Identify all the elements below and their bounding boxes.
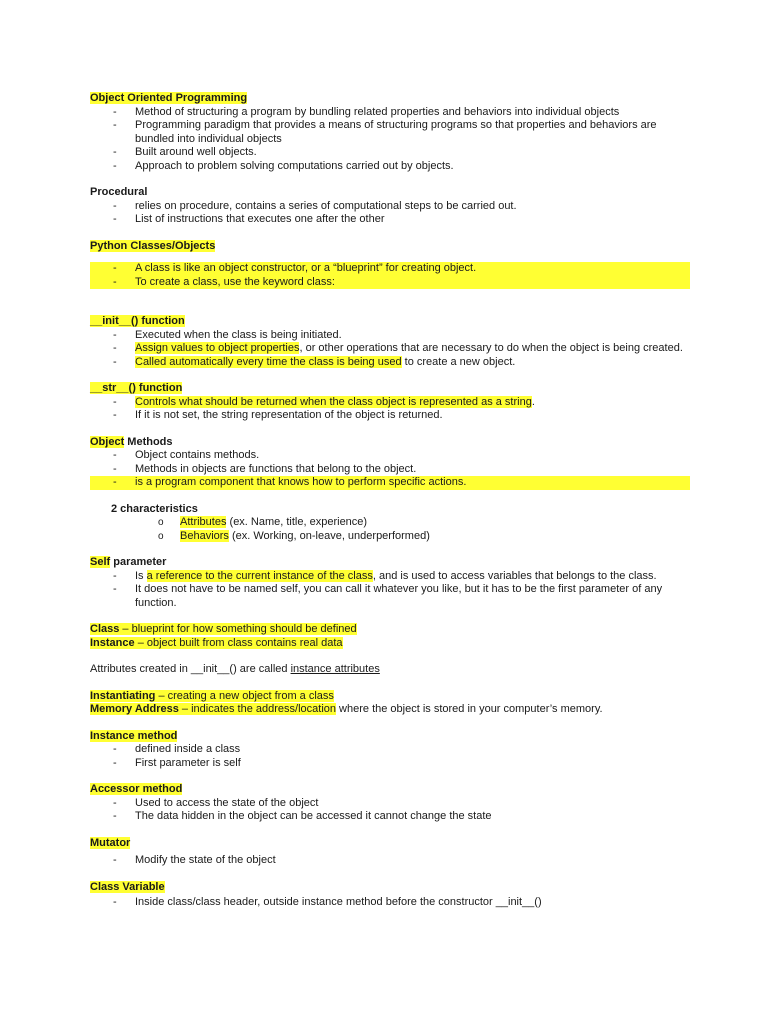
methods-list <box>90 449 690 490</box>
highlight-text: Behaviors <box>180 529 229 542</box>
heading-characteristics: 2 characteristics <box>111 502 198 515</box>
list-item: - First parameter is self <box>90 757 690 771</box>
term: Memory Address <box>90 703 179 715</box>
attributes-text: Attributes created in __init__() are called <box>90 663 291 675</box>
definition: – creating a new object from a class <box>155 689 334 702</box>
list-item <box>90 342 690 356</box>
highlight-text: Assign values to object properties <box>135 342 300 354</box>
underlined-term: instance attributes <box>290 663 380 675</box>
list-item <box>90 530 690 544</box>
class-variable-list <box>90 896 690 910</box>
list-item <box>90 356 690 370</box>
section-procedural <box>90 186 690 227</box>
list-item: - Executed when the class is being initiated. <box>90 329 690 343</box>
list-item: - Inside class/class header, outside instance method before the constructor __init__() <box>90 896 690 910</box>
section-class-instance <box>90 623 690 650</box>
heading-procedural: Procedural <box>90 186 148 198</box>
list-item <box>90 396 690 410</box>
list-item: - Object contains methods. <box>90 449 690 463</box>
definition: – object built from class contains real data <box>134 636 343 649</box>
list-item <box>90 570 690 584</box>
heading-instance-method: Instance method <box>90 729 178 742</box>
list-item: - Method of structuring a program by bundling related properties and behaviors into individual objects <box>90 106 690 120</box>
term: Instance <box>90 636 135 649</box>
list-item: - It does not have to be named self, you can call it whatever you like, but it has to be the first parameter of any function. <box>90 583 690 610</box>
instantiating-definition <box>90 690 690 704</box>
heading-init: __init__() function <box>90 315 185 327</box>
class-definition <box>90 623 690 637</box>
highlight-text: a reference to the current instance of the class <box>146 569 373 582</box>
heading-oop: Object Oriented Programming <box>90 92 248 104</box>
list-item: - If it is not set, the string representation of the object is returned. <box>90 409 690 423</box>
str-list <box>90 396 690 423</box>
section-accessor <box>90 783 690 824</box>
heading-text: Methods <box>124 435 173 448</box>
item-text: , and is used to access variables that belongs to the class. <box>372 569 657 582</box>
list-item: - The data hidden in the object can be accessed it cannot change the state <box>90 810 690 824</box>
heading-text: parameter <box>110 556 167 568</box>
list-item: - relies on procedure, contains a series of computational steps to be carried out. <box>90 200 690 214</box>
section-python-classes <box>90 240 690 290</box>
heading-self-parameter <box>90 556 690 570</box>
section-instance-method <box>90 730 690 771</box>
section-str <box>90 382 690 423</box>
list-item: - To create a class, use the keyword class: <box>90 276 690 290</box>
heading-object-methods <box>90 436 690 450</box>
list-item: - Programming paradigm that provides a means of structuring programs so that properties and behaviors are bundled into individual objects <box>90 119 690 146</box>
highlight-text: Attributes <box>180 516 227 528</box>
highlight-text: Object <box>90 435 125 448</box>
heading-class-variable: Class Variable <box>90 880 165 893</box>
list-item: - A class is like an object constructor, or a “blueprint” for creating object. <box>90 262 690 276</box>
item-text: , or other operations that are necessary to do when the object is being created. <box>299 342 683 354</box>
init-list <box>90 329 690 370</box>
list-item: - Modify the state of the object <box>90 854 690 868</box>
definition-rest: where the object is stored in your computer’s memory. <box>336 703 603 715</box>
list-item: - is a program component that knows how to perform specific actions. <box>90 476 690 490</box>
section-self-parameter <box>90 556 690 610</box>
list-item: - Approach to problem solving computations carried out by objects. <box>90 160 690 174</box>
mutator-list <box>90 854 690 868</box>
notes-content <box>90 92 690 923</box>
heading-python-classes: Python Classes/Objects <box>90 239 216 252</box>
section-class-variable <box>90 881 690 910</box>
procedural-list <box>90 200 690 227</box>
section-oop <box>90 92 690 173</box>
term: Instantiating <box>90 689 156 702</box>
item-text: (ex. Working, on-leave, underperformed) <box>228 529 430 542</box>
heading-accessor: Accessor method <box>90 783 183 795</box>
item-text: . <box>531 395 535 408</box>
memory-address-definition <box>90 703 690 717</box>
list-item: - defined inside a class <box>90 743 690 757</box>
list-item <box>90 516 690 530</box>
section-attributes <box>90 663 690 677</box>
definition: – indicates the address/location <box>178 703 336 715</box>
list-item: - Used to access the state of the object <box>90 797 690 811</box>
section-mutator <box>90 837 690 868</box>
term: Class <box>90 623 120 635</box>
highlight-text: Called automatically every time the class is being used <box>135 355 402 368</box>
instance-method-list <box>90 743 690 770</box>
section-instantiating <box>90 690 690 717</box>
heading-mutator: Mutator <box>90 836 131 849</box>
highlight-text: Controls what should be returned when the class object is represented as a string <box>135 395 532 408</box>
highlight-text: Self <box>90 556 111 568</box>
list-item: - List of instructions that executes one after the other <box>90 213 690 227</box>
item-text: Is <box>135 569 147 582</box>
python-classes-list <box>90 262 690 289</box>
heading-str: __str__() function <box>90 382 183 394</box>
definition: – blueprint for how something should be defined <box>119 623 357 635</box>
list-item: - Built around well objects. <box>90 146 690 160</box>
section-init <box>90 315 690 369</box>
self-list <box>90 570 690 611</box>
accessor-list <box>90 797 690 824</box>
list-item: - Methods in objects are functions that belong to the object. <box>90 463 690 477</box>
item-text: (ex. Name, title, experience) <box>226 516 368 528</box>
instance-definition <box>90 637 690 651</box>
oop-list <box>90 106 690 174</box>
characteristics-list <box>90 516 690 543</box>
item-text: to create a new object. <box>401 355 516 368</box>
section-object-methods <box>90 436 690 544</box>
